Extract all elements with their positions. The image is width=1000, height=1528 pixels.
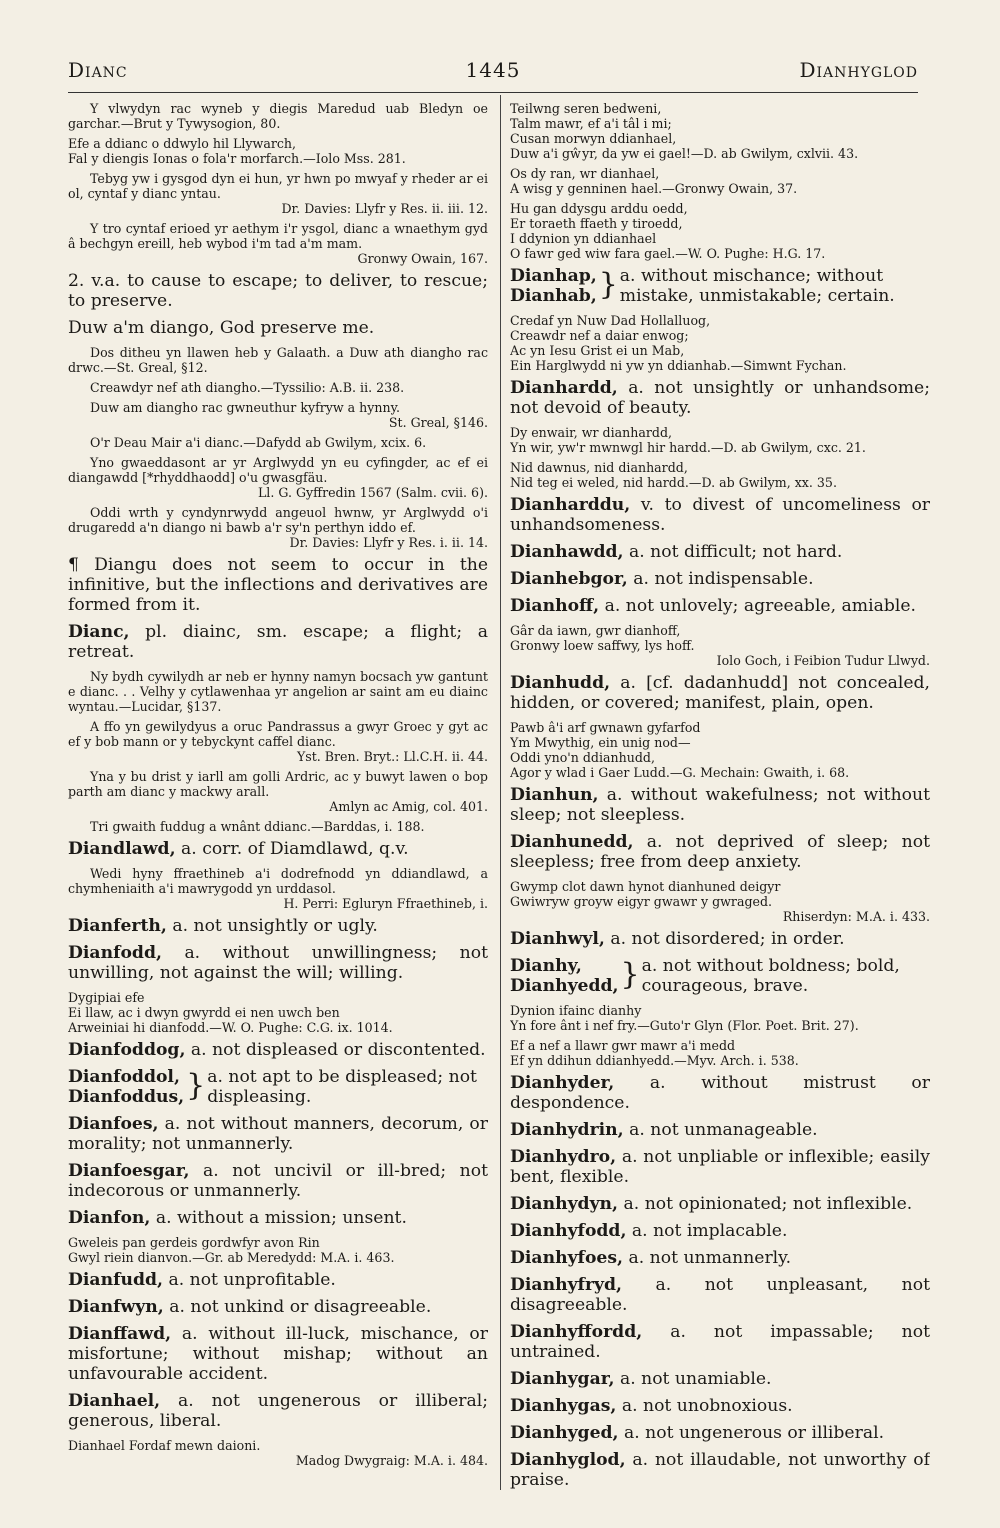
entry-definition: a. corr. of Diamdlawd, q.v.: [181, 839, 409, 859]
citation-line: Ei llaw, ac i dwyn gwyrdd ei nen uwch ben: [68, 1005, 340, 1020]
entry-definition: a. not unsightly or ugly.: [172, 916, 378, 936]
dictionary-entry: [68, 622, 488, 662]
verse-citation: [68, 990, 488, 1035]
dictionary-entry-group: [510, 956, 930, 996]
entry-definition: a. [cf. dadanhudd] not concealed, hidden, or covered; manifest, plain, open.: [510, 673, 930, 713]
entry-headword: Dianfoddog,: [68, 1040, 186, 1060]
citation-line: Fal y diengis Ionas o fola'r morfarch.—Iolo Mss. 281.: [68, 151, 406, 166]
entry-headword: Dianhael,: [68, 1391, 161, 1411]
prose-citation: [68, 719, 488, 764]
dictionary-entry: [510, 1450, 930, 1490]
citation-line: A wisg y genninen hael.—Gronwy Owain, 37.: [510, 181, 798, 196]
citation-line: Ein Harglwydd ni yw yn ddianhab.—Simwnt Fychan.: [510, 358, 847, 373]
citation-line: Duw am diangho rac gwneuthur kyfryw a hynny.: [90, 400, 401, 415]
entry-definition: a. not without boldness; bold, courageous, brave.: [641, 956, 900, 996]
verse-citation: [510, 879, 930, 924]
brace-glyph: }: [186, 1068, 206, 1103]
entry-definition: a. not illaudable, not unworthy of praise.: [510, 1450, 930, 1490]
citation-line: Hu gan ddysgu arddu oedd,: [510, 201, 688, 216]
citation-line: I ddynion yn ddianhael: [510, 231, 657, 246]
dictionary-entry: [510, 673, 930, 713]
entry-headword: Dianharddu,: [510, 495, 631, 515]
entry-headword: Dianfodd,: [68, 943, 162, 963]
citation-line: Dy enwair, wr dianhardd,: [510, 425, 673, 440]
citation-line: Er toraeth ffaeth y tiroedd,: [510, 216, 683, 231]
left-column: [68, 98, 488, 1498]
page-number: 1445: [465, 58, 521, 82]
citation-line: Dos ditheu yn llawen heb y Galaath. a Duw ath diangho rac drwc.—St. Greal, §12.: [68, 345, 488, 375]
entry-headword: Dianhygar,: [510, 1369, 615, 1389]
citation-line: Gwyl riein dianvon.—Gr. ab Meredydd: M.A. i. 463.: [68, 1250, 395, 1265]
entry-definition: a. not deprived of sleep; not sleepless; free from deep anxiety.: [510, 832, 930, 872]
entry-headword: Dianhyder,: [510, 1073, 615, 1093]
entry-headword: Dianc,: [68, 622, 130, 642]
citation-source: H. Perri: Egluryn Ffraethineb, i.: [283, 896, 488, 911]
entry-headword: Dianhawdd,: [510, 542, 624, 562]
entry-definition: a. without a mission; unsent.: [155, 1208, 407, 1228]
citation-line: Nid dawnus, nid dianhardd,: [510, 460, 688, 475]
verse-citation: [510, 101, 930, 161]
entry-headword: Dianhyged,: [510, 1423, 619, 1443]
dictionary-entry: [68, 1324, 488, 1384]
entry-definition: a. not unkind or disagreeable.: [169, 1297, 432, 1317]
entry-headword: Dianfoddus,: [68, 1087, 185, 1107]
entry-headword: Dianhydyn,: [510, 1194, 619, 1214]
entry-headword: Dianhydro,: [510, 1147, 617, 1167]
entry-headword: Dianffawd,: [68, 1324, 172, 1344]
entry-definition: a. not unpleasant, not disagreeable.: [510, 1275, 930, 1315]
citation-source: Rhiserdyn: M.A. i. 433.: [782, 909, 930, 924]
entry-headword: Dianhyfryd,: [510, 1275, 622, 1295]
dictionary-entry: [68, 271, 488, 311]
citation-line: Gronwy loew saffwy, lys hoff.: [510, 638, 695, 653]
prose-citation: [68, 435, 488, 450]
entry-headword: Dianhygas,: [510, 1396, 617, 1416]
entry-definition: 2. v.a. to cause to escape; to deliver, to rescue; to preserve.: [68, 271, 488, 311]
dictionary-entry: [68, 839, 488, 859]
dictionary-entry: [510, 1275, 930, 1315]
prose-citation: [68, 101, 488, 131]
entry-definition: a. not indispensable.: [633, 569, 814, 589]
citation-line: Dygipiai efe: [68, 990, 145, 1005]
prose-citation: [68, 669, 488, 714]
entry-headword: Dianhap,: [510, 266, 597, 286]
citation-source: Ll. G. Gyffredin 1567 (Salm. cvii. 6).: [257, 485, 488, 500]
dictionary-entry: [510, 378, 930, 418]
verse-citation: [510, 201, 930, 261]
citation-line: Ym Mwythig, ein unig nod—: [510, 735, 691, 750]
dictionary-entry: [510, 1073, 930, 1113]
entry-headword: Dianfwyn,: [68, 1297, 164, 1317]
entry-headword: Diandlawd,: [68, 839, 176, 859]
citation-source: Amlyn ac Amig, col. 401.: [329, 799, 488, 814]
dictionary-entry: [510, 1423, 930, 1443]
running-header: [68, 58, 918, 84]
dictionary-entry: [510, 929, 930, 949]
citation-line: Gwymp clot dawn hynot dianhuned deigyr: [510, 879, 781, 894]
prose-citation: [68, 171, 488, 216]
citation-line: Tebyg yw i gysgod dyn ei hun, yr hwn po mwyaf y rheder ar ei ol, cyntaf y dianc yntau.: [68, 171, 488, 201]
header-rule: [68, 92, 918, 93]
entry-definition: a. not disordered; in order.: [610, 929, 845, 949]
entry-headword: Dianhyfodd,: [510, 1221, 627, 1241]
citation-line: Gâr da iawn, gwr dianhoff,: [510, 623, 681, 638]
entry-definition: a. not without manners, decorum, or morality; not unmannerly.: [68, 1114, 488, 1154]
entry-definition: a. not unobnoxious.: [621, 1396, 793, 1416]
dictionary-entry: [510, 832, 930, 872]
prose-citation: [68, 505, 488, 550]
entry-headword: Dianfudd,: [68, 1270, 163, 1290]
dictionary-entry-group: [510, 266, 930, 306]
citation-line: Y tro cyntaf erioed yr aethym i'r ysgol, dianc a wnaethym gyd â bechgyn ereill, heb wybod i'm tad a'm mam.: [68, 221, 488, 251]
citation-source: Iolo Goch, i Feibion Tudur Llwyd.: [716, 653, 930, 668]
entry-definition: a. not displeased or discontented.: [190, 1040, 486, 1060]
entry-definition: a. not unpliable or inflexible; easily bent, flexible.: [510, 1147, 930, 1187]
entry-headword: Dianferth,: [68, 916, 167, 936]
verse-citation: [510, 720, 930, 780]
entry-headword: Dianhyglod,: [510, 1450, 626, 1470]
dictionary-entry-group: [68, 1067, 488, 1107]
verse-citation: [68, 136, 488, 166]
entry-definition: a. without wakefulness; not without sleep; not sleepless.: [510, 785, 930, 825]
entry-definition: a. not opinionated; not inflexible.: [623, 1194, 913, 1214]
entry-definition: a. without unwillingness; not unwilling, not against the will; willing.: [68, 943, 488, 983]
citation-line: Wedi hyny ffraethineb a'i dodrefnodd yn ddiandlawd, a chymheniaith a'i mawrygodd yn urddasol.: [68, 866, 488, 896]
entry-headword: Dianfon,: [68, 1208, 151, 1228]
citation-source: Yst. Bren. Bryt.: Ll.C.H. ii. 44.: [296, 749, 488, 764]
citation-line: A ffo yn gewilydyus a oruc Pandrassus a gwyr Groec y gyt ac ef y bob mann or y tebyckynt caffel dianc.: [68, 719, 488, 749]
prose-citation: [68, 380, 488, 395]
citation-line: Ef yn ddihun ddianhyedd.—Myv. Arch. i. 538.: [510, 1053, 799, 1068]
citation-line: Y vlwydyn rac wyneb y diegis Maredud uab Bledyn oe garchar.—Brut y Tywysogion, 80.: [68, 101, 488, 131]
citation-line: O'r Deau Mair a'i dianc.—Dafydd ab Gwilym, xcix. 6.: [90, 435, 427, 450]
entry-headword: Dianhyedd,: [510, 976, 619, 996]
citation-line: Pawb â'i arf gwnawn gyfarfod: [510, 720, 701, 735]
header-left-guide-word: Dianc: [68, 58, 128, 82]
citation-source: Dr. Davies: Llyfr y Res. ii. iii. 12.: [281, 201, 488, 216]
citation-line: Gwiwryw groyw eigyr gwawr y gwraged.: [510, 894, 773, 909]
citation-line: Yna y bu drist y iarll am golli Ardric, ac y buwyt lawen o bop parth am dianc y mackwy arall.: [68, 769, 488, 799]
citation-line: Yn wir, yw'r mwnwgl hir hardd.—D. ab Gwilym, cxc. 21.: [510, 440, 866, 455]
dictionary-entry: [510, 1248, 930, 1268]
entry-definition: a. not unmanageable.: [629, 1120, 818, 1140]
entry-headword: Dianfoesgar,: [68, 1161, 190, 1181]
dictionary-entry: [510, 1369, 930, 1389]
entry-definition: a. not unlovely; agreeable, amiable.: [604, 596, 916, 616]
prose-citation: [68, 400, 488, 430]
citation-line: Ef a nef a llawr gwr mawr a'i medd: [510, 1038, 736, 1053]
citation-line: Teilwng seren bedweni,: [510, 101, 662, 116]
citation-line: Nid teg ei weled, nid hardd.—D. ab Gwilym, xx. 35.: [510, 475, 837, 490]
entry-definition: a. without mischance; without mistake, unmistakable; certain.: [619, 266, 895, 306]
entry-definition: a. not impassable; not untrained.: [510, 1322, 930, 1362]
entry-definition: a. not implacable.: [631, 1221, 788, 1241]
dictionary-entry: [68, 916, 488, 936]
entry-headword: Dianhardd,: [510, 378, 618, 398]
verse-citation: [68, 1438, 488, 1468]
entry-headword: Dianhoff,: [510, 596, 600, 616]
dictionary-entry: [510, 542, 930, 562]
entry-headword: Dianhwyl,: [510, 929, 605, 949]
citation-source: Madog Dwygraig: M.A. i. 484.: [295, 1453, 488, 1468]
entry-headword: Dianhebgor,: [510, 569, 628, 589]
entry-definition: a. without ill-luck, mischance, or misfortune; without mishap; without an unfavourable accident.: [68, 1324, 488, 1384]
dictionary-entry: [68, 1114, 488, 1154]
verse-citation: [510, 166, 930, 196]
citation-line: Yn fore ânt i nef fry.—Guto'r Glyn (Flor. Poet. Brit. 27).: [510, 1018, 859, 1033]
header-right-guide-word: Dianhyglod: [799, 58, 918, 82]
entry-definition: a. not ungenerous or illiberal; generous, liberal.: [68, 1391, 488, 1431]
entry-definition: pl. diainc, sm. escape; a flight; a retreat.: [68, 622, 488, 662]
citation-source: St. Greal, §146.: [388, 415, 488, 430]
entry-headword: Dianfoddol,: [68, 1067, 180, 1087]
citation-line: Oddi wrth y cyndynrwydd angeuol hwnw, yr Arglwydd o'i drugaredd a'n diango ni bawb a'r sy'n perthyn iddo ef.: [68, 505, 488, 535]
dictionary-entry: [510, 1396, 930, 1416]
entry-headword: Dianhab,: [510, 286, 597, 306]
brace-glyph: }: [598, 267, 618, 302]
entry-definition: a. not uncivil or ill-bred; not indecorous or unmannerly.: [68, 1161, 488, 1201]
prose-citation: [68, 221, 488, 266]
dictionary-entry: [510, 569, 930, 589]
entry-definition: a. without mistrust or despondence.: [510, 1073, 930, 1113]
dictionary-entry: [68, 943, 488, 983]
right-column: [510, 98, 930, 1498]
dictionary-entry: [510, 1322, 930, 1362]
citation-source: Gronwy Owain, 167.: [357, 251, 488, 266]
entry-definition: a. not unsightly or unhandsome; not devoid of beauty.: [510, 378, 930, 418]
citation-source: Dr. Davies: Llyfr y Res. i. ii. 14.: [289, 535, 488, 550]
dictionary-entry: [68, 1391, 488, 1431]
entry-headword: Dianhy,: [510, 956, 582, 976]
entry-definition: a. not ungenerous or illiberal.: [623, 1423, 885, 1443]
citation-line: Gweleis pan gerdeis gordwfyr avon Rin: [68, 1235, 320, 1250]
brace-glyph: }: [620, 957, 640, 992]
entry-definition: ¶ Diangu does not seem to occur in the infinitive, but the inflections and derivatives are formed from it.: [68, 555, 488, 615]
entry-headword: Dianhunedd,: [510, 832, 634, 852]
verse-citation: [510, 623, 930, 668]
citation-line: Os dy ran, wr dianhael,: [510, 166, 660, 181]
dictionary-entry: [510, 1221, 930, 1241]
entry-definition: Duw a'm diango, God preserve me.: [68, 318, 375, 338]
verse-citation: [510, 425, 930, 455]
prose-citation: [68, 345, 488, 375]
dictionary-entry: [68, 1208, 488, 1228]
entry-definition: a. not unmannerly.: [628, 1248, 792, 1268]
citation-line: Cusan morwyn ddianhael,: [510, 131, 677, 146]
prose-citation: [68, 819, 488, 834]
entry-headword: Dianhydrin,: [510, 1120, 624, 1140]
entry-headword: Dianhun,: [510, 785, 599, 805]
dictionary-entry: [68, 1040, 488, 1060]
verse-citation: [510, 460, 930, 490]
verse-citation: [68, 1235, 488, 1265]
entry-headword: Dianhyfoes,: [510, 1248, 624, 1268]
entry-headword: Dianhudd,: [510, 673, 611, 693]
dictionary-entry: [68, 1270, 488, 1290]
citation-line: Talm mawr, ef a'i tâl i mi;: [510, 116, 672, 131]
verse-citation: [510, 313, 930, 373]
citation-line: Ny bydh cywilydh ar neb er hynny namyn bocsach yw gantunt e dianc. . . Velhy y cytlawenhaa yr angelion ar saint am eu diainc wyntau.—Lucidar, §137.: [68, 669, 488, 714]
entry-definition: a. not difficult; not hard.: [628, 542, 843, 562]
citation-line: Ac yn Iesu Grist ei un Mab,: [510, 343, 685, 358]
citation-line: Tri gwaith fuddug a wnânt ddianc.—Barddas, i. 188.: [90, 819, 425, 834]
citation-line: Efe a ddianc o ddwylo hil Llywarch,: [68, 136, 297, 151]
dictionary-entry: [68, 555, 488, 615]
prose-citation: [68, 455, 488, 500]
dictionary-entry: [510, 596, 930, 616]
prose-citation: [68, 866, 488, 911]
verse-citation: [510, 1003, 930, 1033]
dictionary-entry: [510, 1147, 930, 1187]
citation-line: Agor y wlad i Gaer Ludd.—G. Mechain: Gwaith, i. 68.: [510, 765, 850, 780]
dictionary-entry: [68, 318, 488, 338]
citation-line: Duw a'i gŵyr, da yw ei gael!—D. ab Gwilym, cxlvii. 43.: [510, 146, 859, 161]
entry-headword: Dianhyffordd,: [510, 1322, 643, 1342]
citation-line: Yno gwaeddasont ar yr Arglwydd yn eu cyfingder, ac ef ei diangawdd [*rhyddhaodd] o'u gwasgfäu.: [68, 455, 488, 485]
citation-line: Oddi yno'n ddianhudd,: [510, 750, 655, 765]
verse-citation: [510, 1038, 930, 1068]
entry-definition: a. not unamiable.: [619, 1369, 772, 1389]
prose-citation: [68, 769, 488, 814]
entry-headword: Dianfoes,: [68, 1114, 159, 1134]
entry-definition: a. not apt to be displeased; not displeasing.: [207, 1067, 477, 1107]
dictionary-entry: [510, 1194, 930, 1214]
dictionary-entry: [510, 785, 930, 825]
citation-line: O fawr ged wiw fara gael.—W. O. Pughe: H.G. 17.: [510, 246, 826, 261]
dictionary-entry: [68, 1161, 488, 1201]
citation-line: Creawdr nef a daiar enwog;: [510, 328, 689, 343]
column-divider: [500, 95, 501, 1490]
dictionary-entry: [510, 495, 930, 535]
citation-line: Dianhael Fordaf mewn daioni.: [68, 1438, 261, 1453]
citation-line: Arweiniai hi dianfodd.—W. O. Pughe: C.G. ix. 1014.: [68, 1020, 393, 1035]
entry-definition: v. to divest of uncomeliness or unhandsomeness.: [510, 495, 930, 535]
dictionary-entry: [68, 1297, 488, 1317]
dictionary-entry: [510, 1120, 930, 1140]
entry-definition: a. not unprofitable.: [168, 1270, 336, 1290]
citation-line: Credaf yn Nuw Dad Hollalluog,: [510, 313, 711, 328]
citation-line: Dynion ifainc dianhy: [510, 1003, 642, 1018]
citation-line: Creawdyr nef ath diangho.—Tyssilio: A.B. ii. 238.: [90, 380, 405, 395]
